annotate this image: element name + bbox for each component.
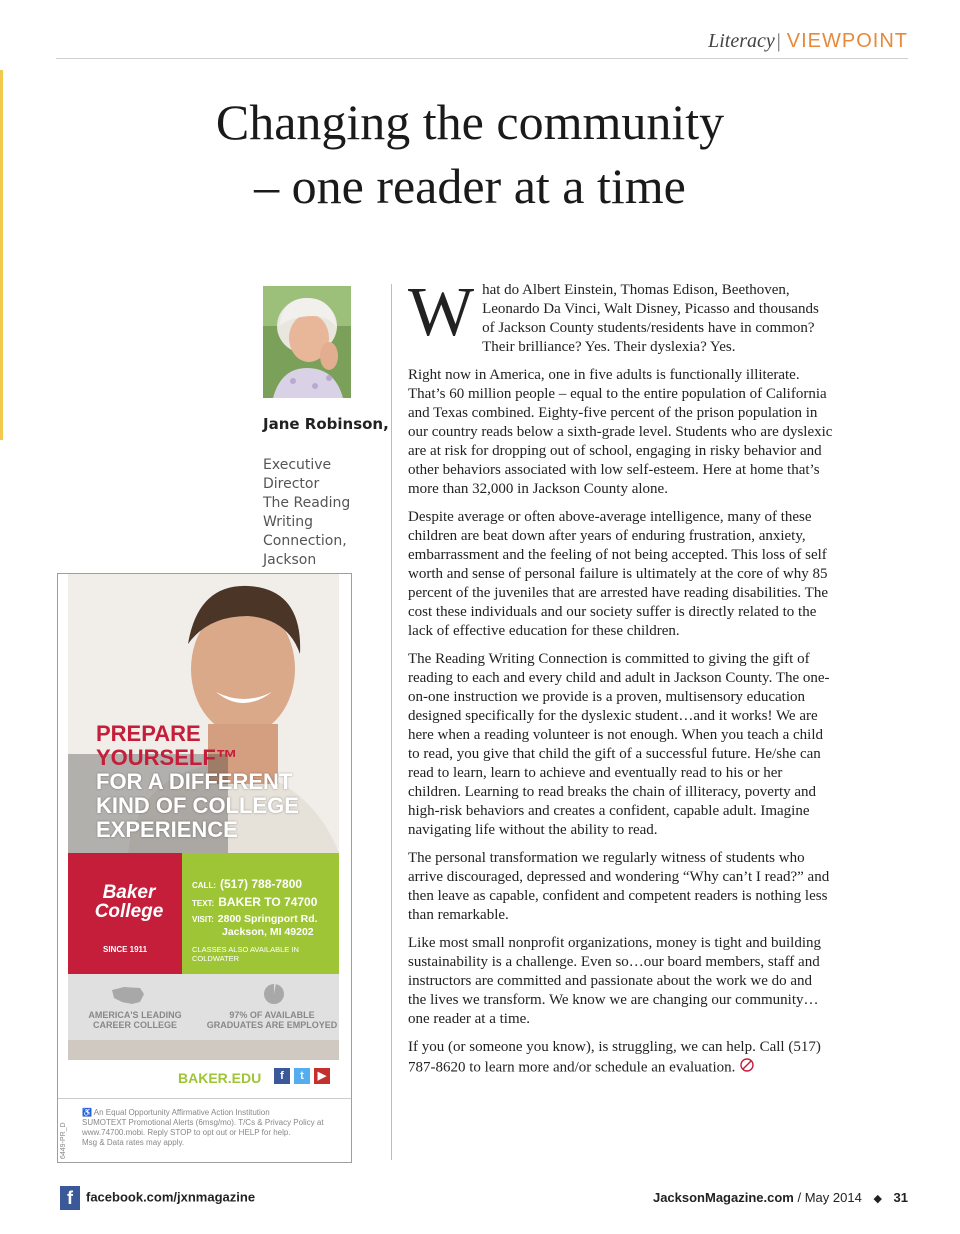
stat-line: CAREER COLLEGE	[92, 1020, 177, 1030]
ad-contact-panel	[182, 853, 339, 974]
author-title-line: Connection,	[263, 533, 347, 549]
page-number: 31	[893, 1190, 908, 1205]
ad-website-link[interactable]: BAKER.EDU	[178, 1070, 262, 1086]
fine-print-line: SUMOTEXT Promotional Alerts (6msg/mo). T/Cs & Privacy Policy at	[82, 1118, 324, 1127]
usa-map-icon	[110, 984, 146, 1006]
stat-line: GRADUATES ARE EMPLOYED	[206, 1020, 338, 1030]
fine-print-text: An Equal Opportunity Affirmative Action Institution	[93, 1108, 270, 1117]
section-label: Literacy	[708, 30, 775, 52]
ad-address-line: 2800 Springport Rd.	[217, 913, 318, 925]
ad-headline-line: PREPARE	[96, 721, 201, 746]
article-paragraph: The personal transformation we regularly witness of students who arrive discouraged, depressed and wondering “Why can’t I read?” and then leave as capable, confident and competent readers is nothing less than remarkable.	[408, 850, 830, 923]
ad-text-row	[192, 895, 317, 909]
author-title-line: Jackson	[263, 552, 317, 568]
site-name[interactable]: JacksonMagazine.com	[652, 1190, 794, 1205]
author-title	[263, 456, 388, 570]
baker-college-logo	[84, 883, 174, 921]
stat-line: AMERICA'S LEADING	[88, 1010, 182, 1020]
baker-college-ad[interactable]	[57, 573, 352, 1163]
ad-photo-strip	[68, 1040, 339, 1060]
ad-logo-panel	[68, 853, 182, 974]
ad-stat-left	[68, 1010, 202, 1030]
end-mark-icon	[739, 1057, 755, 1079]
author-title-line: The Reading	[263, 495, 351, 511]
author-title-line: Executive Director	[263, 457, 332, 492]
fine-print-line: www.74700.mobi. Reply STOP to opt out or HELP for help.	[82, 1128, 291, 1137]
title-line-2: – one reader at a time	[254, 158, 686, 214]
ad-headline	[96, 722, 299, 842]
youtube-icon[interactable]: ▶	[314, 1068, 330, 1084]
author-photo	[263, 286, 351, 398]
fine-print-line	[82, 1108, 342, 1118]
page-edge-accent	[0, 70, 3, 440]
article-paragraph: Right now in America, one in five adults is functionally illiterate. That’s 60 million people – equal to the entire population of California and Texas combined. Eighty-five percent of the prison population in our country reads below a sixth-grade level. Students who are dyslexic are at risk for dropping out of school, engaging in risky behavior and other behaviors associated with low self-esteem. Here at home that’s more than 32,000 in Jackson County alone.	[408, 367, 833, 497]
ad-stat-right	[205, 1010, 339, 1030]
ad-visit-row	[192, 913, 318, 939]
ad-code: 6449-PR_D	[60, 1122, 67, 1159]
ad-phone[interactable]: (517) 788-7800	[220, 877, 303, 891]
issue-date: / May 2014	[797, 1190, 862, 1205]
ad-hero	[68, 574, 339, 853]
paragraph-text: If you (or someone you know), is struggling, we can help. Call (517) 787-8620 to learn more and/or schedule an evaluation.	[408, 1039, 821, 1076]
article-paragraph	[408, 274, 833, 357]
footer-info	[653, 1190, 908, 1205]
column-divider	[391, 284, 392, 1160]
diamond-icon: ◆	[873, 1193, 882, 1205]
article-title	[60, 90, 880, 218]
article-body	[408, 274, 833, 1088]
section-header	[56, 30, 908, 59]
ad-stats-panel	[68, 974, 339, 1040]
article-paragraph: The Reading Writing Connection is committed to giving the gift of reading to each and every child and adult in Jackson County. The one-on-one instruction we provide is a proven, multisensory education designed specifically for the dyslexic student…and it works! We are here when a reading volunteer is not enough. When you teach a child to read, you give that child the gift of a successful future. He/she can read to learn, learn to achieve and eventually read to his or her children. Learning to read breaks the chain of illiteracy, poverty and high-risk behaviors and creates a confident, capable adult. Imagine navigating life without the ability to read.	[408, 651, 830, 838]
ad-fine-print	[82, 1108, 342, 1148]
ad-text-code: BAKER TO 74700	[218, 895, 318, 909]
paragraph-text: hat do Albert Einstein, Thomas Edison, Beethoven, Leonardo Da Vinci, Walt Disney, Picasso and thousands of Jackson County students/residents have in common? Their brilliance? Yes. Their dyslexia? Yes.	[482, 282, 819, 355]
ad-headline-line: FOR A DIFFERENT	[96, 769, 293, 794]
header-separator: |	[776, 30, 781, 52]
ad-since: SINCE 1911	[102, 945, 148, 954]
pie-chart-icon	[262, 982, 286, 1006]
facebook-icon[interactable]: f	[274, 1068, 290, 1084]
footer-facebook[interactable]	[60, 1186, 255, 1210]
facebook-link[interactable]: facebook.com/jxnmagazine	[86, 1189, 256, 1205]
ad-headline-line: YOURSELF™	[96, 745, 238, 770]
drop-cap: W	[408, 274, 475, 351]
fine-print-line: Msg & Data rates may apply.	[82, 1138, 185, 1147]
author-title-line: Writing	[263, 514, 313, 530]
author-name: Jane Robinson,	[263, 415, 389, 433]
logo-word: College	[94, 901, 164, 922]
article-paragraph: Despite average or often above-average intelligence, many of these children are beat down after years of enduring frustration, anxiety, embarrassment and the feeling of not being accepted. This loss of self worth and sense of personal failure is ultimately at the core of why 85 percent of the juveniles that are arrested have reading disabilities. The cost these individuals and our society suffer is directly related to the lack of effective education for these children.	[408, 509, 828, 639]
article-paragraph: Like most small nonprofit organizations, money is tight and building sustainability is a challenge. Even so…our board members, staff and instructors are committed and passionate about the work we do and the lives we transform. We know we are changing our community… one reader at a time.	[408, 935, 822, 1027]
contact-label: TEXT:	[192, 899, 215, 908]
viewpoint-tag: VIEWPOINT	[786, 30, 908, 52]
article-paragraph	[408, 1038, 833, 1079]
facebook-icon: f	[60, 1186, 80, 1210]
ad-classes-note: CLASSES ALSO AVAILABLE IN COLDWATER	[192, 945, 299, 963]
accessibility-icon: ♿	[82, 1108, 94, 1117]
ad-headline-line: KIND OF COLLEGE	[96, 793, 299, 818]
stat-line: 97% OF AVAILABLE	[229, 1010, 315, 1020]
twitter-icon[interactable]: t	[294, 1068, 310, 1084]
ad-call-row	[192, 877, 302, 891]
contact-label: VISIT:	[192, 915, 214, 924]
contact-label: CALL:	[192, 881, 216, 890]
ad-divider	[58, 1098, 351, 1099]
logo-word: Baker	[102, 882, 156, 903]
ad-address-line: Jackson, MI 49202	[222, 926, 314, 938]
author-portrait-image	[263, 286, 351, 398]
ad-headline-line: EXPERIENCE	[96, 817, 238, 842]
title-line-1: Changing the community	[215, 94, 725, 150]
